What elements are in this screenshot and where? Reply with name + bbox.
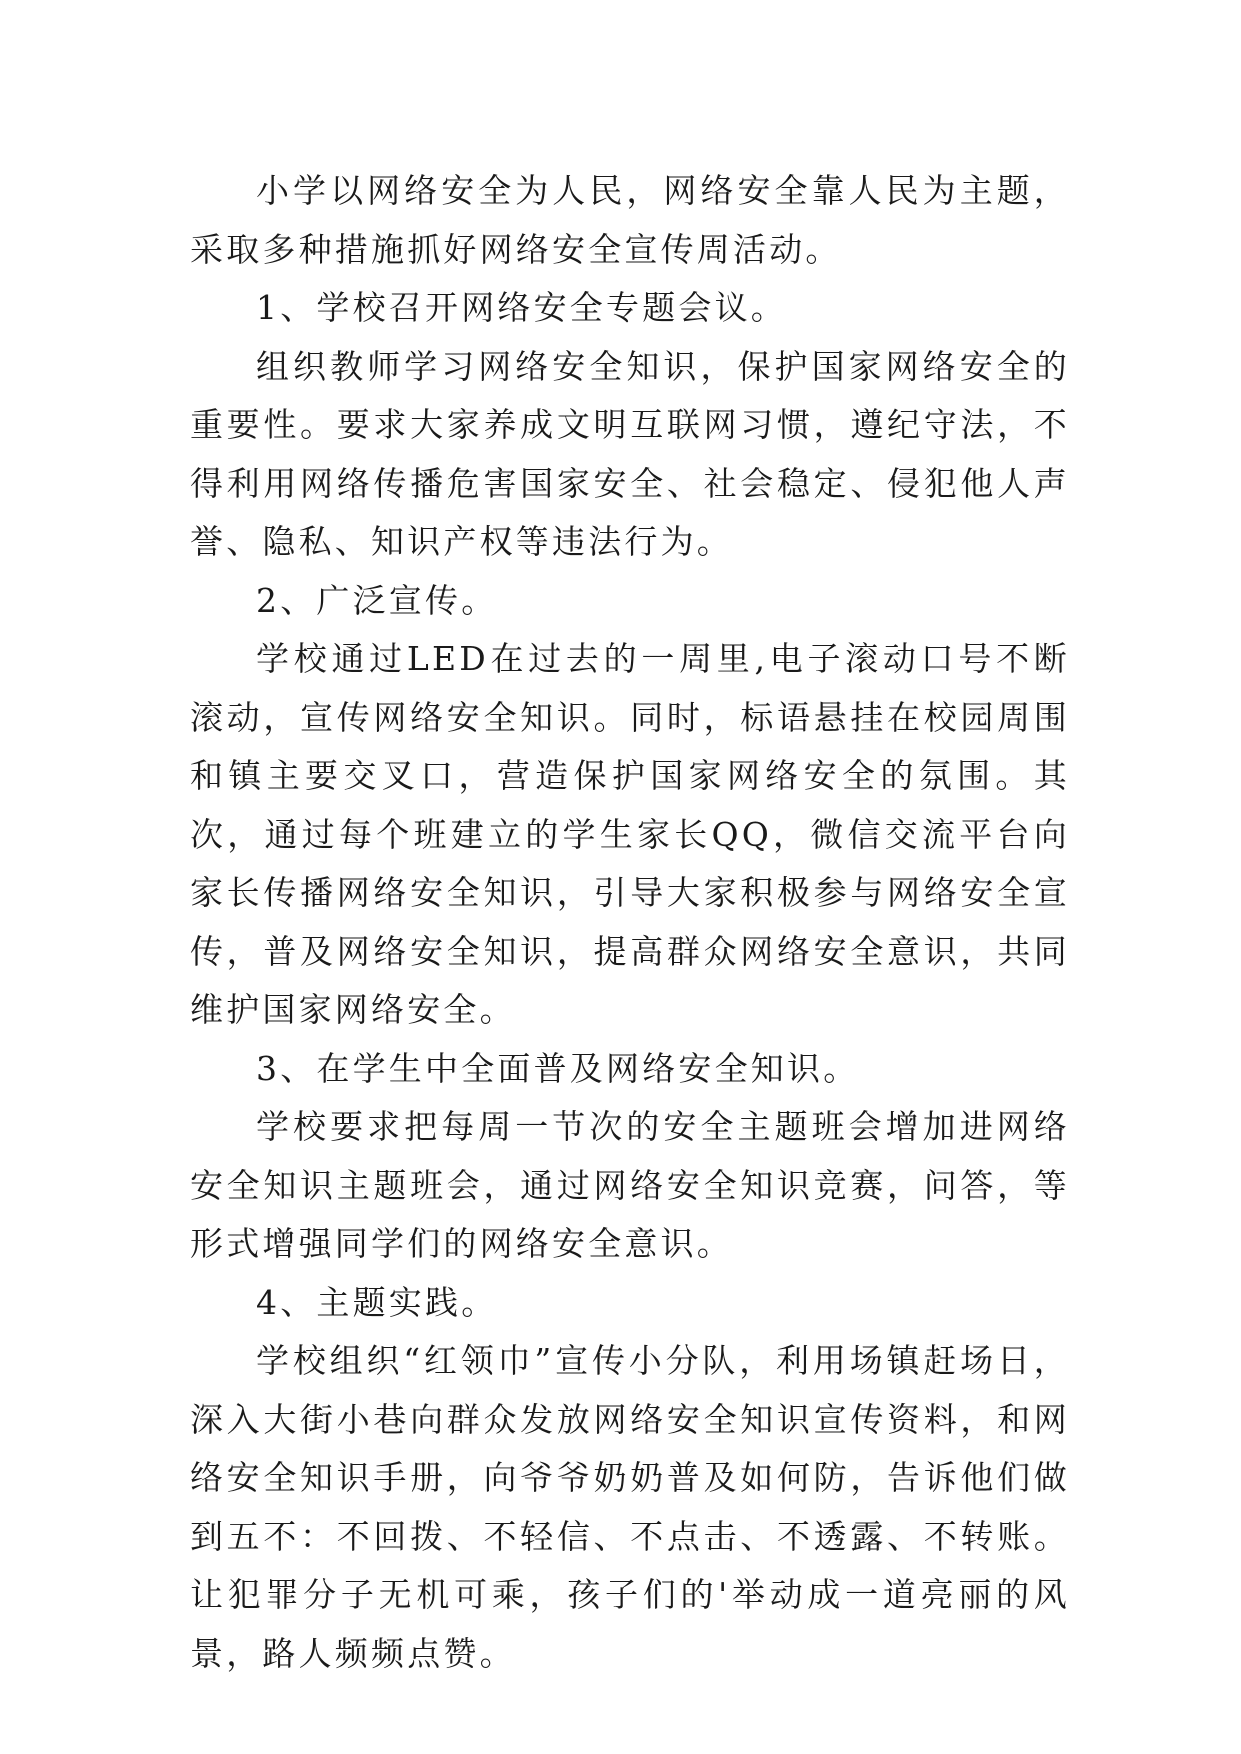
section-heading-1: 1、学校召开网络安全专题会议。 [256, 288, 787, 327]
section-body-2: 学校通过LED在过去的一周里,电子滚动口号不断滚动，宣传网络安全知识。同时，标语悬挂在校园周围和镇主要交叉口，营造保护国家网络安全的氛围。其次，通过每个班建立的学生家长QQ，微信交流平台向家长传播网络安全知识，引导大家积极参与网络安全宣传，普及网络安全知识，提高群众网络安全意识，共同维护国家网络安全。 [190, 639, 1070, 1029]
section-heading-4: 4、主题实践。 [256, 1282, 498, 1322]
section-heading-3: 3、在学生中全面普及网络安全知识。 [256, 1048, 860, 1088]
intro-paragraph: 小学以网络安全为人民，网络安全靠人民为主题，采取多种措施抓好网络安全宣传周活动。 [190, 171, 1070, 269]
section-body-1: 组织教师学习网络安全知识，保护国家网络安全的重要性。要求大家养成文明互联网习惯，遵纪守法，不得利用网络传播危害国家安全、社会稳定、侵犯他人声誉、隐私、知识产权等违法行为。 [190, 346, 1070, 561]
section-body-4: 学校组织“红领巾”宣传小分队，利用场镇赶场日，深入大街小巷向群众发放网络安全知识宣传资料，和网络安全知识手册，向爷爷奶奶普及如何防，告诉他们做到五不：不回拨、不轻信、不点击、不透露、不转账。让犯罪分子无机可乘，孩子们的'举动成一道亮丽的风景，路人频频点赞。 [190, 1341, 1070, 1673]
section-heading-2: 2、广泛宣传。 [256, 580, 498, 620]
document-body [190, 162, 1070, 1683]
section-body-3: 学校要求把每周一节次的安全主题班会增加进网络安全知识主题班会，通过网络安全知识竞赛，问答，等形式增强同学们的网络安全意识。 [190, 1107, 1070, 1263]
